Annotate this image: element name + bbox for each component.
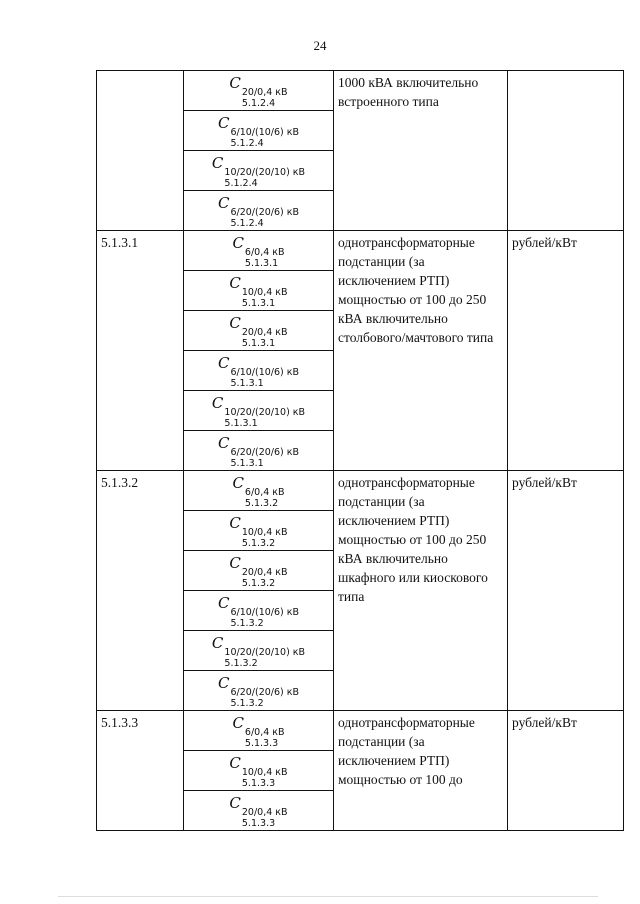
rate-symbol-cell	[184, 431, 334, 471]
rate-formula	[229, 71, 287, 109]
formula-superscript: 6/20/(20/6) кВ	[230, 207, 300, 218]
formula-subscript: 5.1.3.1	[230, 378, 264, 389]
rate-formula	[232, 231, 284, 269]
formula-base: C	[217, 434, 230, 452]
formula-base: C	[217, 354, 230, 372]
item-description: однотрансформаторные подстанции (за исключением РТП) мощностью от 100 до 250 кВА включительно шкафного или киоскового типа	[334, 471, 508, 711]
formula-base: C	[217, 594, 230, 612]
formula-superscript: 6/10/(10/6) кВ	[230, 367, 300, 378]
rate-symbol-cell	[184, 271, 334, 311]
formula-scripts	[245, 488, 285, 509]
rate-formula	[229, 551, 287, 589]
formula-subscript: 5.1.3.3	[241, 778, 276, 789]
rate-formula	[218, 671, 299, 709]
formula-superscript: 6/10/(10/6) кВ	[230, 127, 300, 138]
formula-superscript: 10/20/(20/10) кВ	[224, 407, 306, 418]
formula-scripts	[242, 88, 288, 109]
formula-superscript: 10/20/(20/10) кВ	[224, 167, 306, 178]
formula-scripts	[242, 328, 288, 349]
formula-subscript: 5.1.3.3	[244, 738, 279, 749]
formula-superscript: 10/0,4 кВ	[241, 767, 288, 778]
formula-base: C	[229, 74, 241, 92]
formula-base: C	[229, 754, 241, 772]
formula-scripts	[224, 648, 305, 669]
formula-scripts	[230, 208, 299, 229]
formula-base: C	[232, 714, 244, 732]
rate-formula	[218, 111, 299, 149]
formula-base: C	[211, 154, 224, 172]
item-unit: рублей/кВт	[508, 471, 624, 711]
formula-scripts	[230, 608, 299, 629]
formula-subscript: 5.1.3.2	[244, 498, 279, 509]
rate-symbol-cell	[184, 351, 334, 391]
formula-subscript: 5.1.3.1	[241, 338, 276, 349]
rate-formula	[232, 711, 284, 749]
item-unit: рублей/кВт	[508, 231, 624, 471]
formula-scripts	[230, 448, 299, 469]
table-body	[97, 71, 624, 831]
formula-subscript: 5.1.3.3	[241, 818, 276, 829]
formula-subscript: 5.1.2.4	[224, 178, 258, 189]
rate-symbol-cell	[184, 191, 334, 231]
formula-base: C	[217, 674, 230, 692]
rate-symbol-cell	[184, 791, 334, 831]
rate-symbol-cell	[184, 231, 334, 271]
formula-subscript: 5.1.3.2	[241, 538, 276, 549]
formula-superscript: 20/0,4 кВ	[241, 807, 288, 818]
formula-base: C	[229, 274, 241, 292]
formula-scripts	[242, 808, 288, 829]
rate-formula	[229, 751, 287, 789]
formula-subscript: 5.1.2.4	[230, 138, 264, 149]
table-row	[97, 711, 624, 751]
formula-base: C	[229, 794, 241, 812]
rate-symbol-cell	[184, 751, 334, 791]
table-row	[97, 71, 624, 111]
rate-formula	[229, 311, 287, 349]
page-number: 24	[313, 38, 327, 53]
rate-symbol-cell	[184, 471, 334, 511]
formula-subscript: 5.1.3.1	[224, 418, 258, 429]
formula-base: C	[229, 314, 241, 332]
formula-scripts	[242, 528, 288, 549]
rate-formula	[229, 271, 287, 309]
formula-superscript: 6/10/(10/6) кВ	[230, 607, 300, 618]
formula-base: C	[217, 194, 230, 212]
rate-symbol-cell	[184, 71, 334, 111]
formula-superscript: 6/0,4 кВ	[244, 727, 285, 738]
formula-subscript: 5.1.3.1	[230, 458, 264, 469]
formula-subscript: 5.1.3.2	[230, 618, 264, 629]
formula-scripts	[230, 368, 299, 389]
rate-symbol-cell	[184, 391, 334, 431]
formula-scripts	[242, 288, 288, 309]
formula-subscript: 5.1.3.1	[244, 258, 279, 269]
rate-symbol-cell	[184, 151, 334, 191]
formula-scripts	[230, 688, 299, 709]
rate-formula	[229, 791, 287, 829]
formula-superscript: 6/0,4 кВ	[244, 247, 285, 258]
item-description: однотрансформаторные подстанции (за исключением РТП) мощностью от 100 до	[334, 711, 508, 831]
item-number: 5.1.3.1	[97, 231, 184, 471]
item-number: 5.1.3.3	[97, 711, 184, 831]
tariff-table	[96, 70, 624, 831]
bottom-rule	[58, 896, 598, 897]
rate-symbol-cell	[184, 671, 334, 711]
formula-superscript: 20/0,4 кВ	[241, 87, 288, 98]
rate-symbol-cell	[184, 631, 334, 671]
formula-scripts	[245, 248, 285, 269]
formula-subscript: 5.1.3.2	[230, 698, 264, 709]
rate-formula	[218, 591, 299, 629]
rate-formula	[212, 391, 305, 429]
rate-formula	[218, 431, 299, 469]
rate-formula	[218, 351, 299, 389]
rate-symbol-cell	[184, 311, 334, 351]
formula-superscript: 20/0,4 кВ	[241, 327, 288, 338]
formula-scripts	[230, 128, 299, 149]
formula-superscript: 10/0,4 кВ	[241, 527, 288, 538]
formula-scripts	[224, 168, 305, 189]
formula-base: C	[229, 514, 241, 532]
formula-subscript: 5.1.2.4	[241, 98, 276, 109]
formula-superscript: 10/20/(20/10) кВ	[224, 647, 306, 658]
formula-base: C	[211, 634, 224, 652]
formula-subscript: 5.1.3.1	[241, 298, 276, 309]
formula-superscript: 10/0,4 кВ	[241, 287, 288, 298]
formula-subscript: 5.1.3.2	[224, 658, 258, 669]
formula-superscript: 20/0,4 кВ	[241, 567, 288, 578]
rate-symbol-cell	[184, 551, 334, 591]
item-number: 5.1.3.2	[97, 471, 184, 711]
rate-formula	[229, 511, 287, 549]
formula-base: C	[217, 114, 230, 132]
rate-formula	[212, 631, 305, 669]
formula-scripts	[224, 408, 305, 429]
rate-symbol-cell	[184, 511, 334, 551]
table-row	[97, 471, 624, 511]
item-unit: рублей/кВт	[508, 711, 624, 831]
formula-base: C	[232, 234, 244, 252]
rate-formula	[218, 191, 299, 229]
formula-scripts	[242, 568, 288, 589]
formula-superscript: 6/20/(20/6) кВ	[230, 447, 300, 458]
formula-superscript: 6/0,4 кВ	[244, 487, 285, 498]
formula-base: C	[232, 474, 244, 492]
rate-symbol-cell	[184, 711, 334, 751]
item-description: 1000 кВА включительно встроенного типа	[334, 71, 508, 231]
item-description: однотрансформаторные подстанции (за исключением РТП) мощностью от 100 до 250 кВА включительно столбового/мачтового типа	[334, 231, 508, 471]
formula-base: C	[211, 394, 224, 412]
formula-superscript: 6/20/(20/6) кВ	[230, 687, 300, 698]
rate-formula	[212, 151, 305, 189]
rate-symbol-cell	[184, 111, 334, 151]
rate-formula	[232, 471, 284, 509]
table-row	[97, 231, 624, 271]
item-unit	[508, 71, 624, 231]
rate-symbol-cell	[184, 591, 334, 631]
formula-scripts	[242, 768, 288, 789]
formula-base: C	[229, 554, 241, 572]
formula-subscript: 5.1.2.4	[230, 218, 264, 229]
item-number	[97, 71, 184, 231]
formula-scripts	[245, 728, 285, 749]
formula-subscript: 5.1.3.2	[241, 578, 276, 589]
